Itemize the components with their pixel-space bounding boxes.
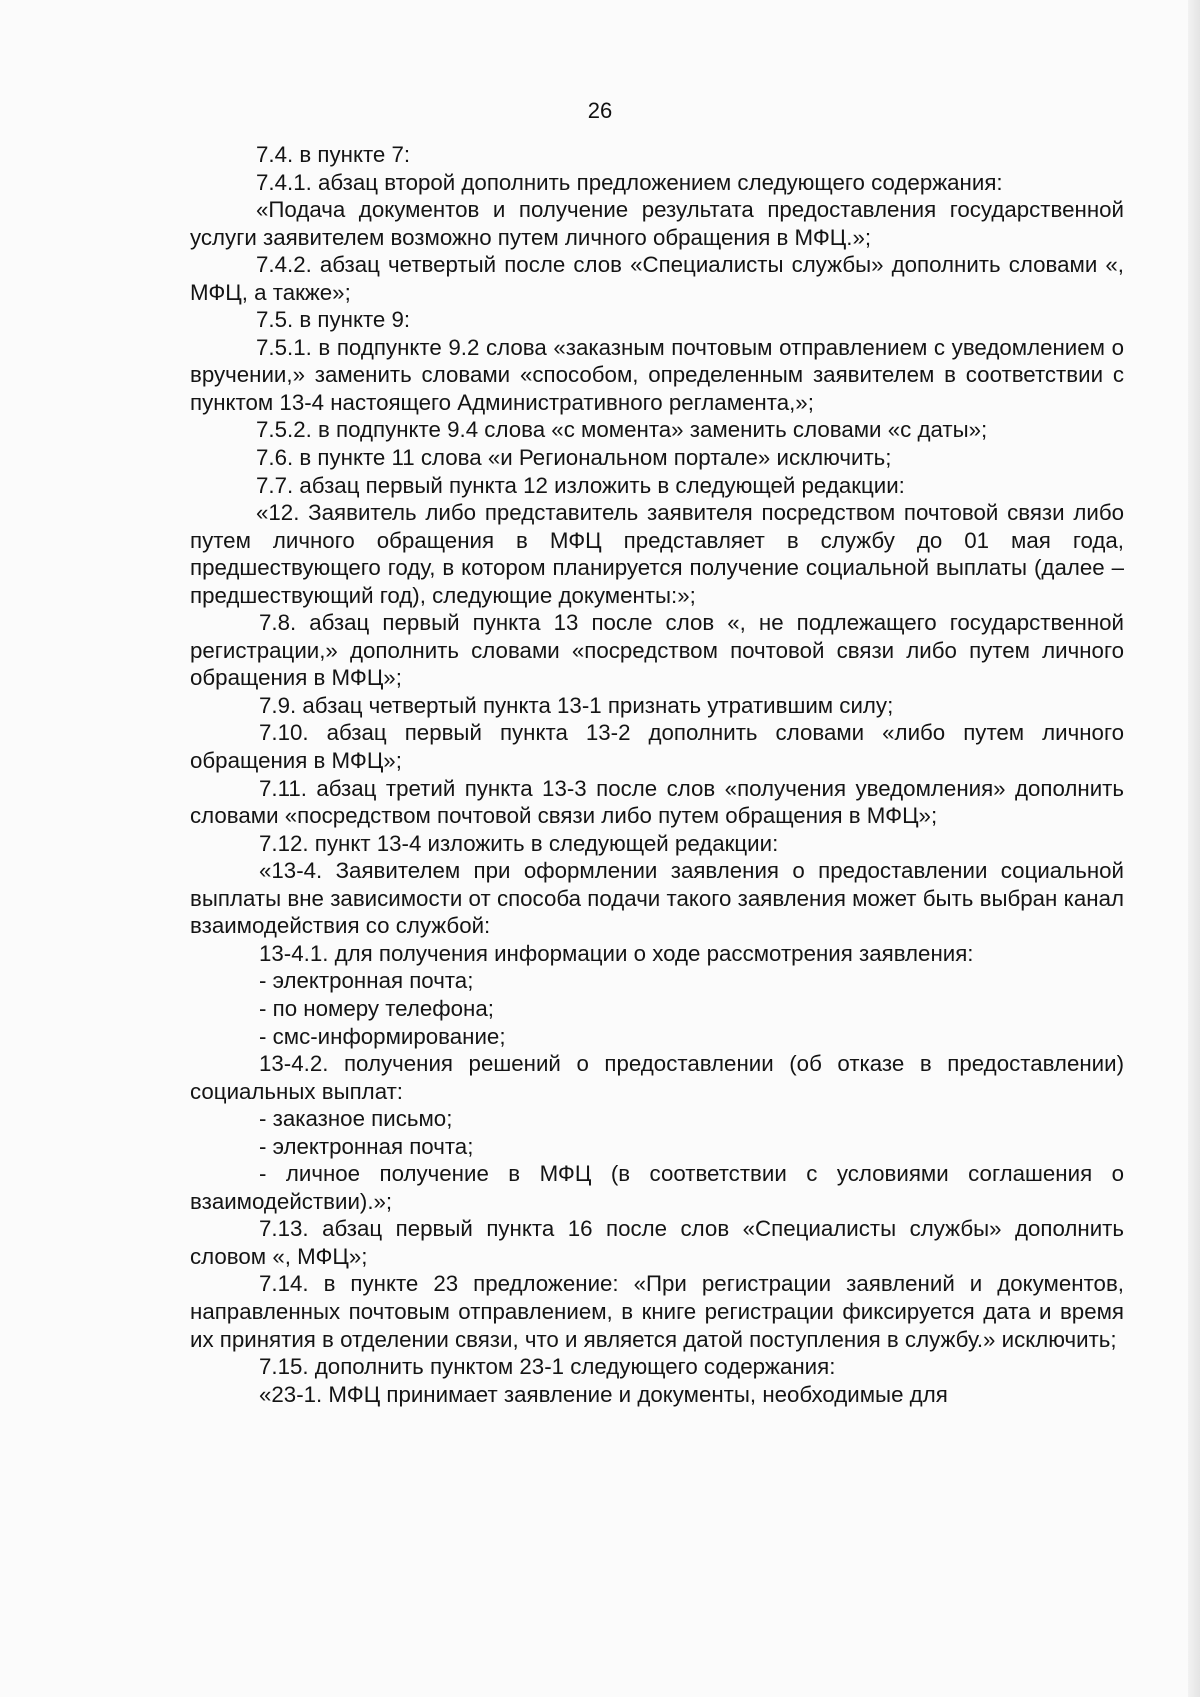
- list-item: - заказное письмо;: [259, 1106, 453, 1132]
- paragraph: 7.9. абзац четвертый пункта 13-1 признать утратившим силу;: [259, 692, 894, 718]
- paragraph: 7.7. абзац первый пункта 12 изложить в следующей редакции:: [256, 472, 905, 498]
- paragraph: 7.12. пункт 13-4 изложить в следующей редакции:: [259, 830, 779, 856]
- paragraph: 7.6. в пункте 11 слова «и Региональном портале» исключить;: [256, 445, 892, 471]
- paragraph: 7.15. дополнить пунктом 23-1 следующего содержания:: [259, 1354, 836, 1380]
- paragraph: 7.4. в пункте 7:: [256, 142, 411, 167]
- paragraph: 7.13. абзац первый пункта 16 после слов «Специалисты службы» дополнить словом «, МФЦ»;: [190, 1216, 1124, 1269]
- page-edge-shadow: [1188, 0, 1200, 1697]
- list-item: - электронная почта;: [259, 1133, 474, 1159]
- paragraph: 13-4.2. получения решений о предоставлении (об отказе в предоставлении) социальных выплат:: [190, 1051, 1124, 1104]
- paragraph: 7.14. в пункте 23 предложение: «При регистрации заявлений и документов, направленных почтовым отправлением, в книге регистрации фиксируется дата и время их принятия в отделении связи, что и является датой поступления в службу.» исключить;: [190, 1271, 1124, 1352]
- paragraph: «12. Заявитель либо представитель заявителя посредством почтовой связи либо путем личного обращения в МФЦ представляет в службу до 01 мая года, предшествующего году, в котором планируется получение социальной выплаты (далее – предшествующий год), следующие документы:»;: [190, 500, 1124, 608]
- list-item: - личное получение в МФЦ (в соответствии с условиями соглашения о взаимодействии).»;: [190, 1161, 1124, 1214]
- paragraph: 13-4.1. для получения информации о ходе рассмотрения заявления:: [259, 940, 974, 966]
- list-item: - электронная почта;: [259, 968, 474, 994]
- paragraph: «Подача документов и получение результата предоставления государственной услуги заявителем возможно путем личного обращения в МФЦ.»;: [190, 197, 1124, 250]
- list-item: - по номеру телефона;: [259, 995, 494, 1021]
- paragraph: 7.8. абзац первый пункта 13 после слов «, не подлежащего государственной регистрации,» дополнить словами «посредством почтовой связи либо путем личного обращения в МФЦ»;: [190, 610, 1124, 691]
- paragraph: 7.5. в пункте 9:: [256, 307, 411, 333]
- paragraph: 7.5.2. в подпункте 9.4 слова «с момента» заменить словами «с даты»;: [256, 417, 988, 443]
- paragraph: 7.5.1. в подпункте 9.2 слова «заказным почтовым отправлением с уведомлением о вручении,» заменить словами «способом, определенным заявителем в соответствии с пунктом 13-4 настоящего Административного регламента,»;: [190, 334, 1124, 415]
- paragraph: 7.4.2. абзац четвертый после слов «Специалисты службы» дополнить словами «, МФЦ, а также»;: [190, 252, 1124, 305]
- paragraph: 7.10. абзац первый пункта 13-2 дополнить словами «либо путем личного обращения в МФЦ»;: [190, 720, 1124, 774]
- list-item: - смс-информирование;: [259, 1023, 506, 1049]
- paragraph: «13-4. Заявителем при оформлении заявления о предоставлении социальной выплаты вне зависимости от способа подачи такого заявления может быть выбран канал взаимодействия со службой:: [190, 858, 1124, 939]
- paragraph: 7.4.1. абзац второй дополнить предложением следующего содержания:: [256, 169, 1003, 195]
- paragraph: «23-1. МФЦ принимает заявление и документы, необходимые для: [259, 1381, 948, 1407]
- document-body: [190, 141, 1124, 1408]
- page-number: 26: [587, 98, 613, 123]
- paragraph: 7.11. абзац третий пункта 13-3 после слов «получения уведомления» дополнить словами «посредством почтовой связи либо путем обращения в МФЦ»;: [190, 775, 1124, 829]
